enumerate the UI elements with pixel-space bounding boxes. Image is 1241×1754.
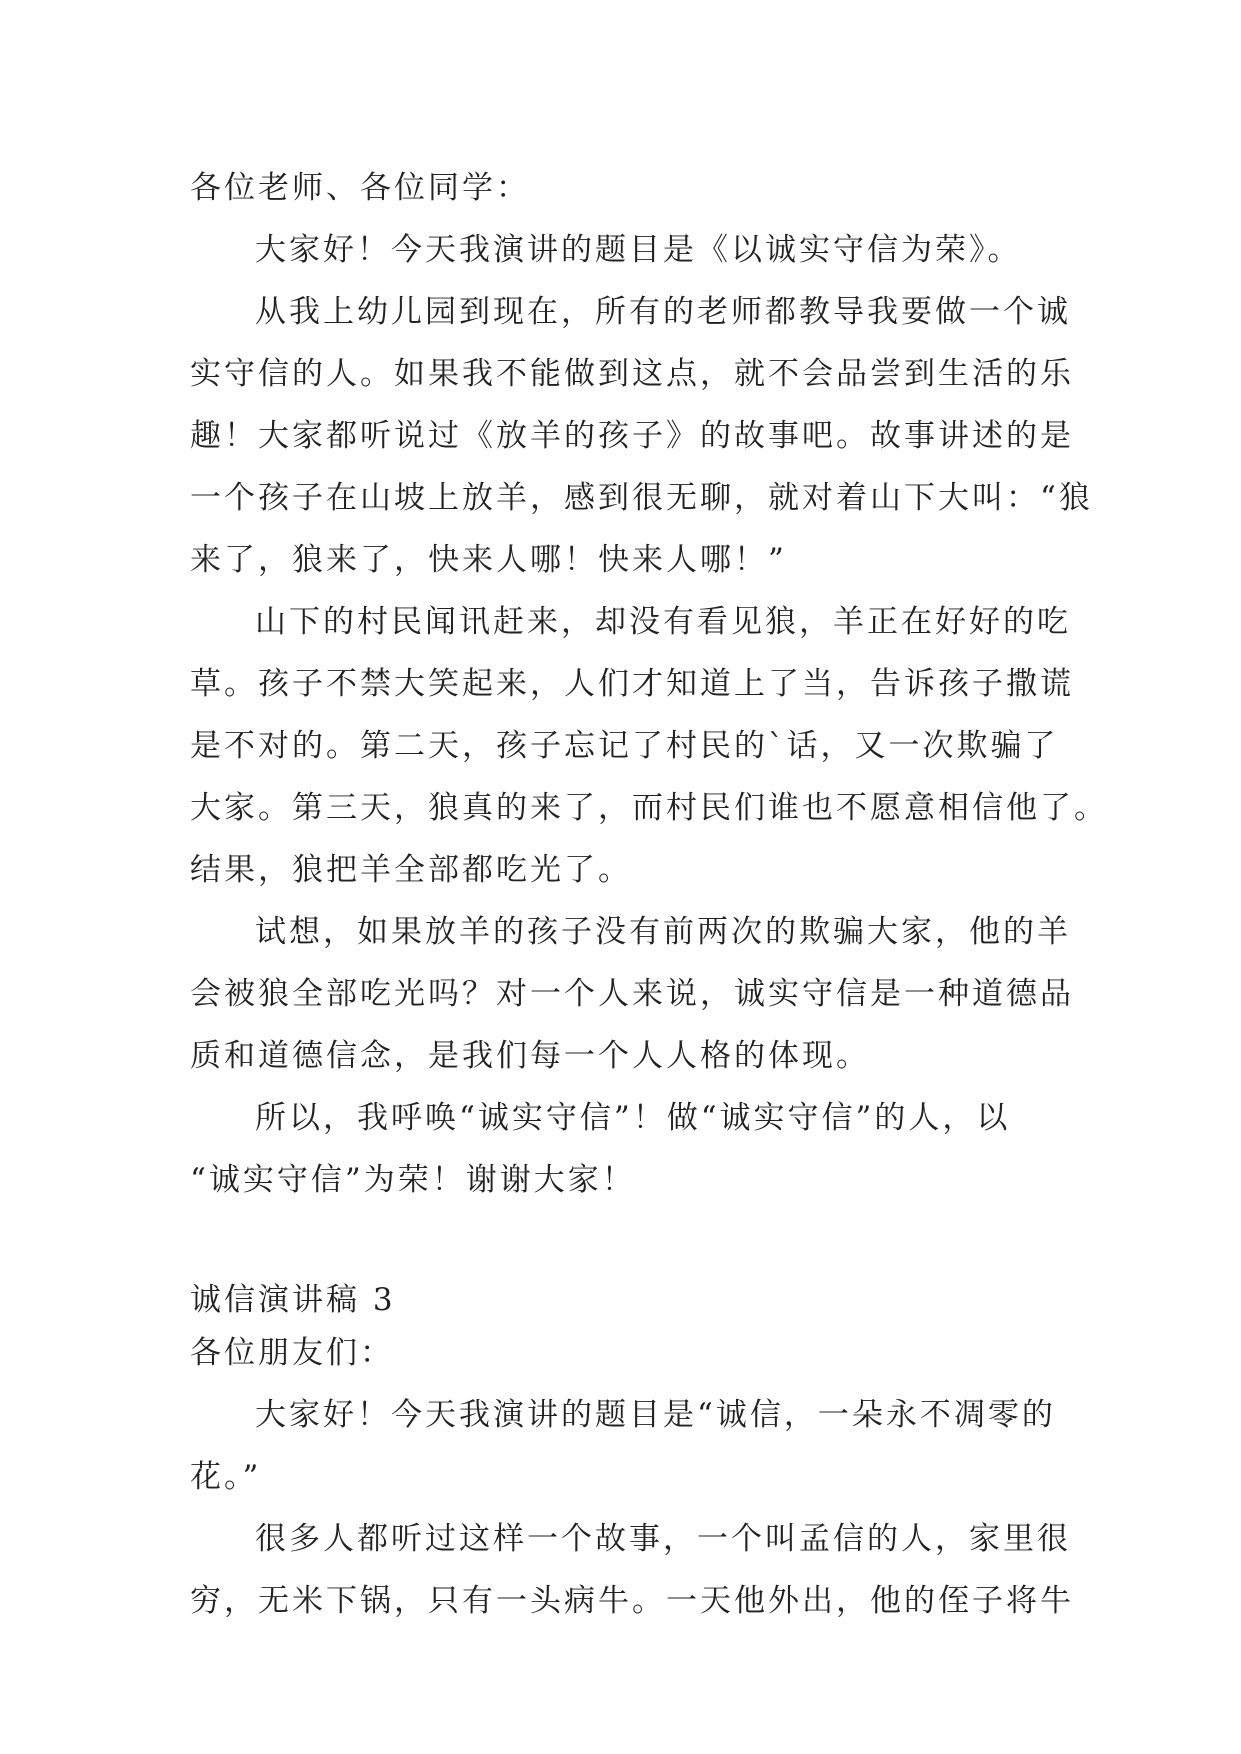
paragraph-line: 趣！大家都听说过《放羊的孩子》的故事吧。故事讲述的是 xyxy=(190,418,1074,454)
paragraph-line: 穷，无米下锅，只有一头病牛。一天他外出，他的侄子将牛 xyxy=(190,1583,1074,1619)
paragraph-line: 结果，狼把羊全部都吃光了。 xyxy=(190,852,632,888)
salutation: 各位老师、各位同学： xyxy=(190,170,530,206)
paragraph-line: 大家好！今天我演讲的题目是《以诚实守信为荣》。 xyxy=(255,232,1022,268)
paragraph-line: 来了，狼来了，快来人哪！快来人哪！” xyxy=(190,542,787,578)
paragraph-line: 草。孩子不禁大笑起来，人们才知道上了当，告诉孩子撒谎 xyxy=(190,666,1074,702)
paragraph-line: 从我上幼儿园到现在，所有的老师都教导我要做一个诚 xyxy=(255,294,1071,330)
paragraph-line: 花。” xyxy=(190,1459,262,1495)
paragraph-line: 一个孩子在山坡上放羊，感到很无聊，就对着山下大叫：“狼 xyxy=(190,480,1093,516)
paragraph-line: “诚实守信”为荣！谢谢大家！ xyxy=(190,1162,636,1198)
paragraph-line: 山下的村民闻讯赶来，却没有看见狼，羊正在好好的吃 xyxy=(255,604,1071,640)
paragraph-line: 所以，我呼唤“诚实守信”！做“诚实守信”的人，以 xyxy=(255,1100,1011,1136)
paragraph-line: 是不对的。第二天，孩子忘记了村民的`话，又一次欺骗了 xyxy=(190,728,1059,764)
paragraph-line: 会被狼全部吃光吗？对一个人来说，诚实守信是一种道德品 xyxy=(190,976,1074,1012)
paragraph-line: 大家好！今天我演讲的题目是“诚信，一朵永不凋零的 xyxy=(255,1397,1056,1433)
paragraph-line: 质和道德信念，是我们每一个人人格的体现。 xyxy=(190,1038,870,1074)
paragraph-line: 实守信的人。如果我不能做到这点，就不会品尝到生活的乐 xyxy=(190,356,1074,392)
section-title: 诚信演讲稿 3 xyxy=(190,1282,396,1318)
paragraph-line: 试想，如果放羊的孩子没有前两次的欺骗大家，他的羊 xyxy=(255,914,1071,950)
salutation: 各位朋友们： xyxy=(190,1335,394,1371)
paragraph-line: 大家。第三天，狼真的来了，而村民们谁也不愿意相信他了。 xyxy=(190,790,1108,826)
paragraph-line: 很多人都听过这样一个故事，一个叫孟信的人，家里很 xyxy=(255,1521,1071,1557)
